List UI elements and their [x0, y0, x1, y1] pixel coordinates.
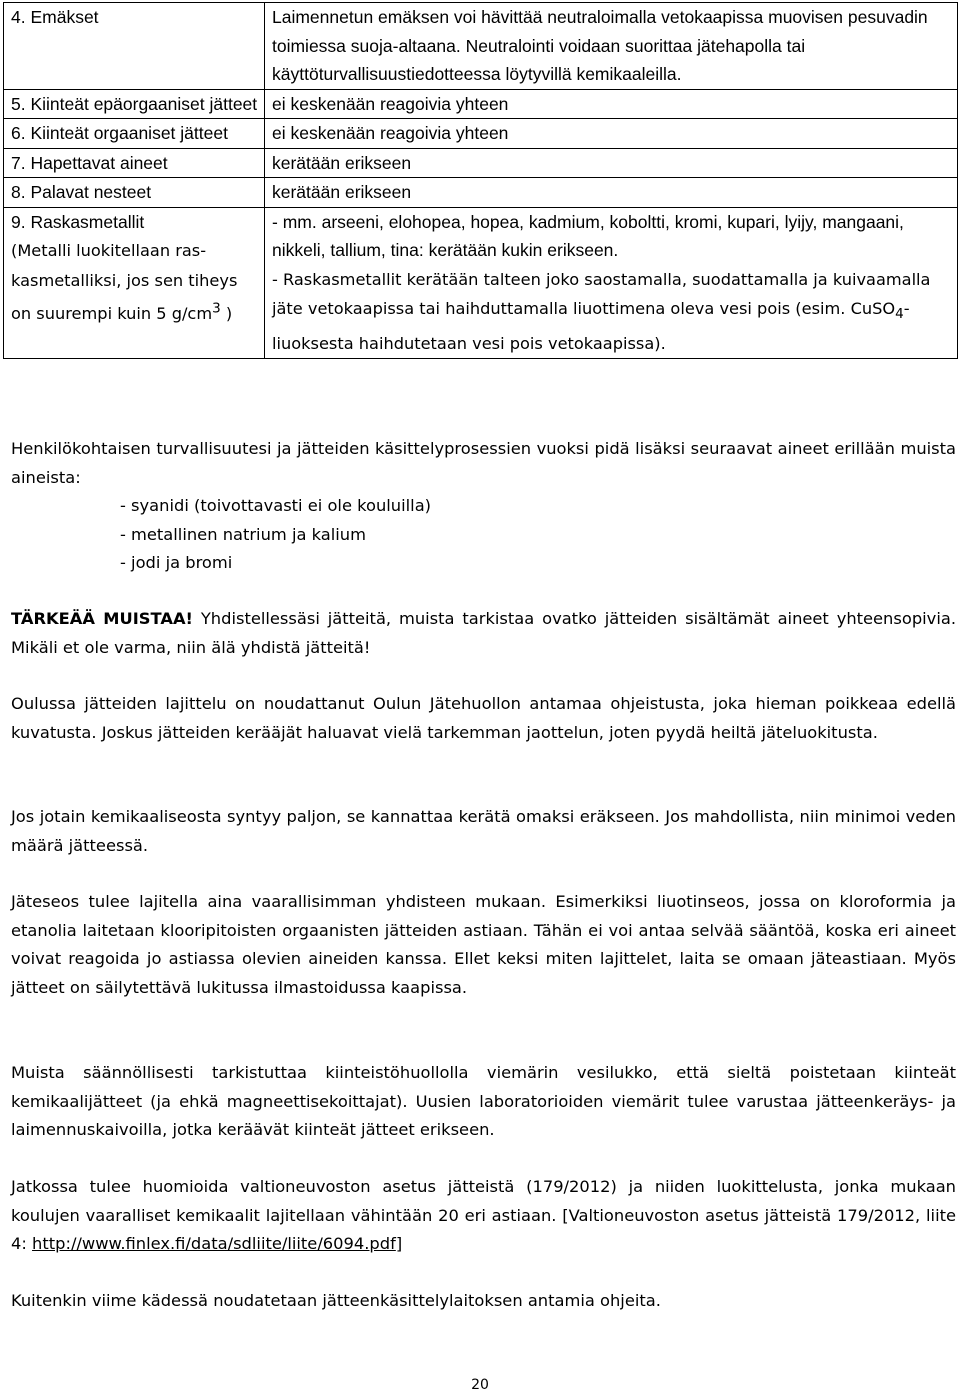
list-item: - jodi ja bromi: [120, 553, 233, 572]
paragraph-final: Kuitenkin viime kädessä noudatetaan jätteenkäsittelylaitoksen antamia ohjeita.: [11, 1291, 661, 1310]
page-number: 20: [471, 1377, 489, 1393]
description-cell: ei keskenään reagoivia yhteen: [265, 119, 958, 149]
table-row: [4, 178, 958, 208]
category-cell: 8. Palavat nesteet: [4, 178, 265, 208]
description-cell: ei keskenään reagoivia yhteen: [265, 89, 958, 119]
desc-prefix: - mm.: [272, 211, 317, 232]
category-cell: [4, 207, 265, 359]
category-note: [11, 241, 237, 323]
table-row: [4, 148, 958, 178]
waste-category-table: [3, 2, 958, 359]
finlex-link[interactable]: http://www.finlex.fi/data/sdliite/liite/6094.pdf: [32, 1234, 396, 1253]
paragraph-important: [11, 605, 956, 662]
table-row: [4, 89, 958, 119]
list-item: - metallinen natrium ja kalium: [120, 524, 366, 544]
superscript: 3: [212, 301, 221, 317]
subscript: 4: [895, 306, 904, 323]
important-text: Yhdistellessäsi jätteitä, muista tarkistaa ovatko jätteiden sisältämät aineet yhteensopivia. Mikäli et ole varma, niin älä yhdistä jätteitä!: [11, 609, 956, 657]
category-note-end: ): [220, 304, 233, 324]
desc-method: [272, 270, 930, 353]
desc-method-text: - Raskasmetallit kerätään talteen joko saostamalla, suodattamalla ja kuivaamalla jäte vetokaapissa tai haihduttamalla liuottimena oleva vesi pois (esim. CuSO: [272, 269, 931, 318]
category-cell: 6. Kiinteät orgaaniset jätteet: [4, 119, 265, 149]
separate-substances-list: [120, 492, 431, 578]
description-cell: [265, 207, 958, 359]
description-cell: Laimennetun emäksen voi hävittää neutraloimalla vetokaapissa muovisen pesuvadin toimiessa suoja-altaana. Neutralointi voidaan suorittaa jätehapolla tai käyttöturvallisuustiedotteessa löytyvillä kemikaaleilla.: [265, 3, 958, 90]
important-label: TÄRKEÄÄ MUISTAA!: [11, 609, 193, 628]
description-cell: kerätään erikseen: [265, 178, 958, 208]
list-item: - syanidi (toivottavasti ei ole kouluilla): [120, 496, 432, 515]
paragraph-regulation: [11, 1173, 956, 1259]
desc-method-end: -liuoksesta haihdutetaan vesi pois vetokaapissa).: [272, 299, 910, 353]
category-cell: 4. Emäkset: [4, 3, 265, 90]
category-cell: 5. Kiinteät epäorgaaniset jätteet: [4, 89, 265, 119]
regulation-text: Jatkossa tulee huomioida valtioneuvoston asetus jätteistä (179/2012) ja niiden luokittelusta, jonka mukaan koulujen vaaralliset kemikaalit lajitellaan vähintään 20 eri astiaan. [Valtioneuvoston asetus jätteistä 179/2012, liite 4:: [11, 1177, 956, 1253]
table-row: [4, 3, 958, 90]
table-row: [4, 207, 958, 359]
paragraph-mixture: Jos jotain kemikaaliseosta syntyy paljon, se kannattaa kerätä omaksi eräkseen. Jos mahdollista, niin minimoi veden määrä jätteessä.: [11, 807, 956, 855]
paragraph-sorting: Jäteseos tulee lajitella aina vaarallisimman yhdisteen mukaan. Esimerkiksi liuotinseos, jossa on kloroformia ja etanolia laitetaan klooripitoisten orgaanisten jätteiden astiaan. Tähän ei voi antaa selvää sääntöä, koska eri aineet voivat reagoida jo astiassa olevien aineiden kanssa. Ellet keksi miten lajittelet, laita se omaan jäteastiaan. Myös jätteet on säilytettävä lukitussa ilmastoidussa kaapissa.: [11, 892, 956, 997]
paragraph-oulu: Oulussa jätteiden lajittelu on noudattanut Oulun Jätehuollon antamaa ohjeistusta, joka hieman poikkeaa edellä kuvatusta. Joskus jätteiden kerääjät haluavat vielä tarkemman jaottelun, joten pyydä heiltä jäteluokitusta.: [11, 694, 956, 742]
category-title: 9. Raskasmetallit: [11, 211, 145, 232]
paragraph-safety: Henkilökohtaisen turvallisuutesi ja jätteiden käsittelyprosessien vuoksi pidä lisäksi seuraavat aineet erillään muista aineista:: [11, 439, 956, 487]
paragraph-drain: Muista säännöllisesti tarkistuttaa kiinteistöhuollolla viemärin vesilukko, että sieltä poistetaan kiinteät kemikaalijätteet (ja ehkä magneettisekoittajat). Uusien laboratorioiden viemärit tulee varustaa jätteenkeräys- ja laimennuskaivoilla, jotka keräävät kiinteät jätteet erikseen.: [11, 1063, 956, 1139]
category-cell: 7. Hapettavat aineet: [4, 148, 265, 178]
desc-metals: arseeni, elohopea, hopea, kadmium, koboltti, kromi, kupari, lyijy, mangaani, nikkeli, tallium, tina: kerätään kukin erikseen.: [272, 211, 904, 260]
description-cell: kerätään erikseen: [265, 148, 958, 178]
regulation-end: ]: [395, 1234, 403, 1253]
table-row: [4, 119, 958, 149]
category-note-text: (Metalli luokitellaan raskasmetalliksi, jos sen tiheys on suurempi kuin 5 g/cm: [11, 241, 238, 324]
